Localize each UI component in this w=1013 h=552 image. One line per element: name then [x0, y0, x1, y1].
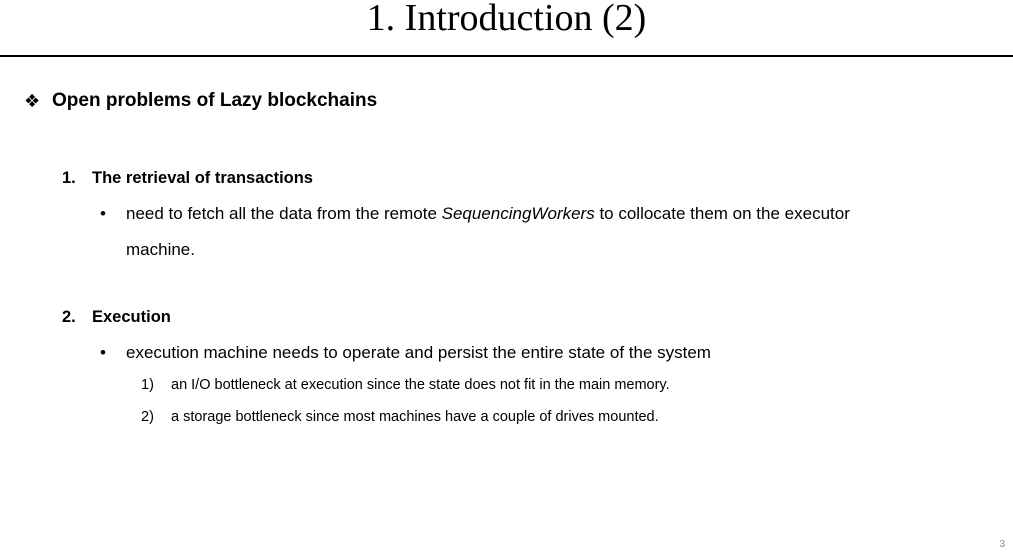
item-1-number: 1.	[62, 169, 76, 187]
bullet-dot: •	[100, 204, 106, 223]
sequencing-workers-term: SequencingWorkers	[441, 204, 595, 223]
subitem-number: 1)	[141, 377, 154, 393]
item-1-bullet-text-line2: machine.	[126, 240, 195, 259]
page-number: 3	[999, 539, 1005, 550]
subitem-number: 2)	[141, 409, 154, 425]
diamond-bullet-icon: ❖	[24, 91, 41, 111]
item-2-title	[62, 306, 171, 328]
item-1-bullet-text	[126, 196, 926, 268]
subitem-text: an I/O bottleneck at execution since the state does not fit in the main memory.	[171, 377, 670, 393]
item-2-bullet-text: execution machine needs to operate and persist the entire state of the system	[126, 343, 711, 362]
item-2-subitem-1	[141, 375, 670, 395]
section-heading-text: Open problems of Lazy blockchains	[52, 90, 378, 111]
item-1-title-text: The retrieval of transactions	[92, 169, 313, 187]
item-2-title-text: Execution	[92, 308, 171, 326]
section-heading	[24, 88, 377, 114]
item-1-bullet-text-part: need to fetch all the data from the remote	[126, 204, 442, 223]
item-2-subitem-2	[141, 407, 659, 427]
bullet-dot: •	[100, 343, 106, 362]
item-1-bullet-text-part: to collocate them on the executor	[594, 204, 850, 223]
subitem-text: a storage bottleneck since most machines have a couple of drives mounted.	[171, 409, 659, 425]
item-1-title	[62, 167, 313, 189]
title-divider	[0, 55, 1013, 57]
slide-title: 1. Introduction (2)	[366, 0, 647, 39]
item-2-number: 2.	[62, 308, 76, 326]
